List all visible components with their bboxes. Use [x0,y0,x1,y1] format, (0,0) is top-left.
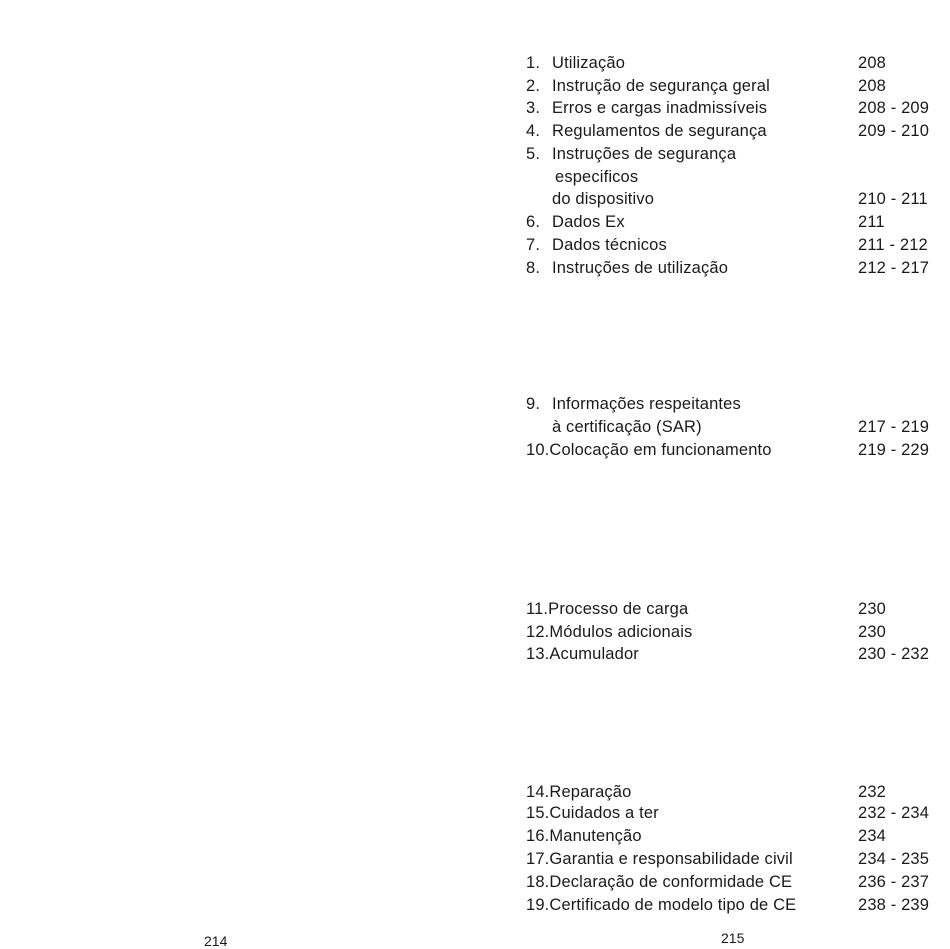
toc-entry-title [526,120,767,143]
toc-entry-number: 10. [526,441,550,459]
toc-entry-number: 17. [526,850,550,868]
toc-entry-pages: 210 - 211 [858,190,928,209]
toc-entry-text: Reparação [549,783,632,801]
toc-entry-title [526,894,796,917]
toc-entry-title [526,393,741,438]
toc-entry-number: 16. [526,827,550,845]
toc-entry-text: Instruções de utilização [552,259,729,277]
toc-entry-title [526,257,728,280]
toc-entry-pages: 232 - 234 [858,804,930,822]
toc-entry-text: do dispositivo [552,190,655,209]
toc-entry-number: 8. [526,259,541,277]
toc-entry-pages: 209 - 210 [858,122,930,140]
toc-entry-pages: 208 - 209 [858,99,930,117]
toc-entry-pages: 217 - 219 [858,417,930,436]
toc-entry-number: 7. [526,236,541,254]
toc-entry-number: 11. [526,600,549,618]
toc-entry-text: Dados Ex [552,213,625,231]
toc-entry-title [526,439,772,462]
toc-entry-pages: 234 - 235 [858,850,930,868]
toc-entry-pages: 230 [858,600,886,618]
toc-entry-text: Manutenção [549,827,642,845]
toc-entry-number: 14. [526,783,550,801]
toc-entry-title [526,75,770,98]
toc-entry-title [526,143,736,211]
toc-entry-text: Cuidados a ter [549,804,659,822]
toc-entry-pages: 211 - 212 [858,236,928,254]
toc-entry-title [526,234,667,257]
toc-entry-pages: 230 [858,623,886,641]
toc-entry-text: Regulamentos de segurança [552,122,767,140]
toc-entry-text: Processo de carga [548,600,689,618]
toc-entry-text: Acumulador [549,645,639,663]
toc-entry-title [526,643,639,666]
toc-entry-text: Certificado de modelo tipo de CE [549,896,797,914]
toc-entry-number: 9. [526,395,541,413]
toc-entry-title [526,781,631,804]
toc-entry-title [526,802,659,825]
toc-entry-text: Informações respeitantes [552,395,741,413]
toc-entry-text: Garantia e responsabilidade civil [549,850,793,868]
toc-entry-pages: 232 [858,783,886,801]
toc-entry-pages: 212 - 217 [858,259,930,277]
toc-entry-title [526,211,625,234]
toc-entry-number: 3. [526,99,541,117]
toc-entry-number: 1. [526,54,541,72]
toc-entry-text: à certificação (SAR) [552,417,702,436]
toc-entry-number: 5. [526,145,541,163]
toc-entry-number: 2. [526,77,541,95]
toc-entry-pages: 236 - 237 [858,873,930,891]
toc-entry-text: Dados técnicos [552,236,667,254]
toc-entry-text: Módulos adicionais [549,623,693,641]
table-of-contents [526,0,946,930]
toc-entry-pages: 208 [858,77,886,95]
toc-entry-title [526,621,692,644]
toc-entry-number: 4. [526,122,541,140]
toc-entry-number: 18. [526,873,550,891]
toc-entry-text: Utilização [552,54,626,72]
toc-entry-pages: 238 - 239 [858,896,930,914]
toc-entry-number: 6. [526,213,541,231]
toc-entry-title [526,825,642,848]
toc-entry-title [526,52,625,75]
toc-entry-title [526,598,688,621]
toc-entry-title [526,97,767,120]
page-number-right: 215 [721,930,745,946]
toc-entry-pages: 211 [858,213,885,231]
toc-entry-title [526,871,792,894]
toc-entry-pages: 208 [858,54,886,72]
toc-entry-text: especificos [555,167,639,186]
page-number-left: 214 [204,933,228,949]
toc-entry-text: Instrução de segurança geral [552,77,770,95]
toc-entry-text: Colocação em funcionamento [549,441,772,459]
toc-entry-text: Declaração de conformidade CE [549,873,793,891]
toc-entry-text: Instruções de segurança [552,145,737,163]
toc-entry-pages: 230 - 232 [858,645,930,663]
toc-entry-number: 12. [526,623,550,641]
toc-entry-number: 15. [526,804,550,822]
toc-entry-number: 19. [526,896,550,914]
toc-entry-pages: 219 - 229 [858,441,930,459]
toc-entry-pages: 234 [858,827,886,845]
toc-entry-number: 13. [526,645,550,663]
toc-entry-title [526,848,793,871]
toc-entry-text: Erros e cargas inadmissíveis [552,99,768,117]
